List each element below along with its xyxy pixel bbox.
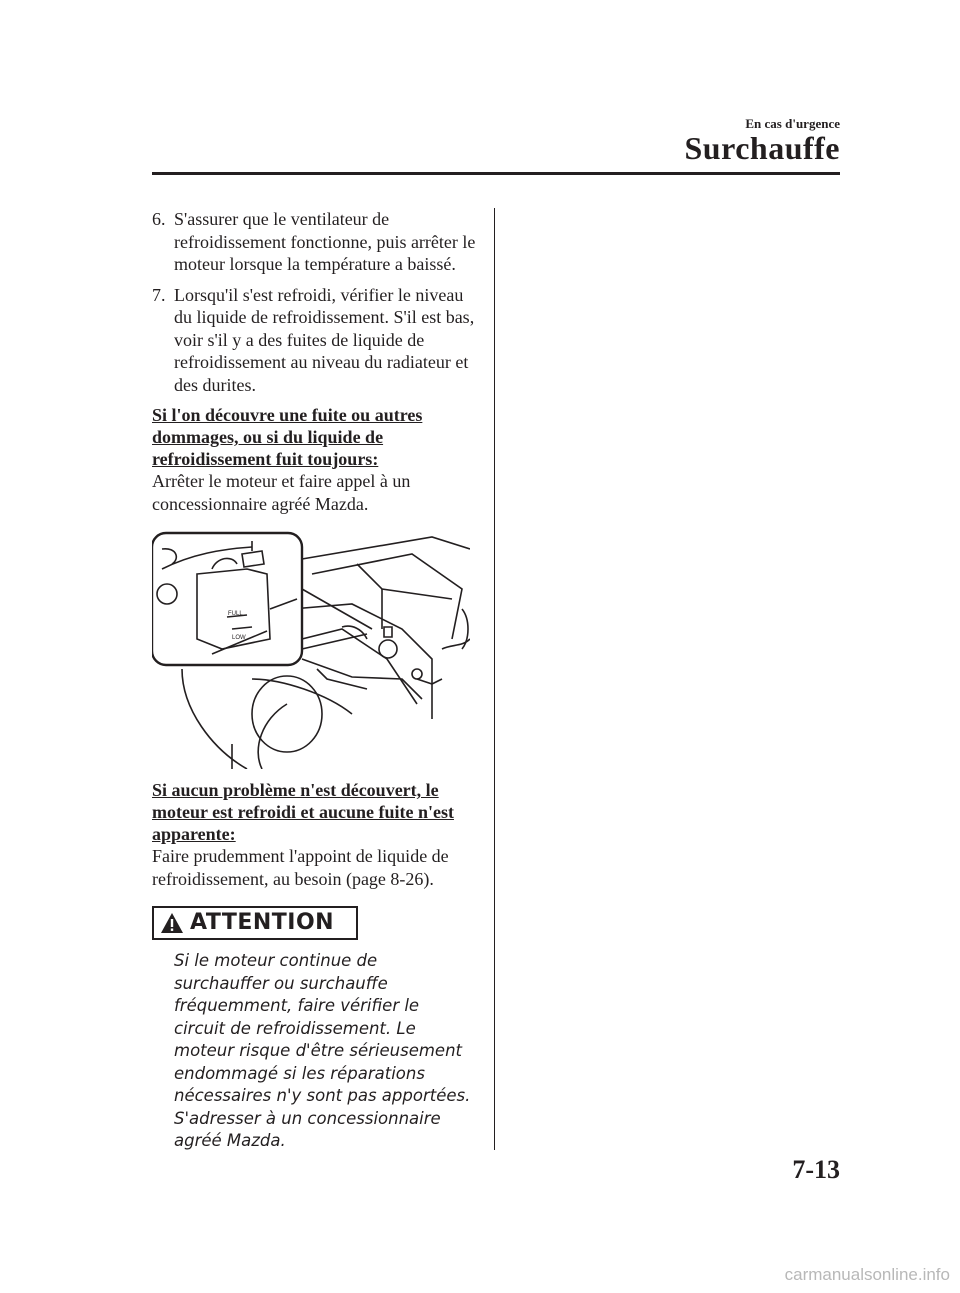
attention-box — [152, 906, 358, 940]
step-number: 7. — [152, 284, 166, 305]
no-problem-text: Faire prudemment l'appoint de liquide de refroidissement, au besoin (page 8-26). — [152, 846, 449, 889]
watermark: carmanualsonline.info — [784, 1265, 950, 1284]
attention-label: ATTENTION — [190, 909, 335, 935]
engine-coolant-figure — [152, 529, 470, 769]
no-problem-heading: Si aucun problème n'est découvert, le moteur est refroidi et aucune fuite n'est apparente: — [152, 780, 454, 844]
reservoir-full-label: FULL — [228, 611, 243, 617]
leak-case-text: Arrêter le moteur et faire appel à un concessionnaire agréé Mazda. — [152, 471, 411, 514]
step-7 — [152, 284, 476, 397]
page-title: Surchauffe — [684, 130, 840, 166]
step-6 — [152, 208, 476, 276]
attention-text: Si le moteur continue de surchauffer ou surchauffe fréquemment, faire vérifier le circuit de refroidissement. Le moteur risque d'être sérieusement endommagé si les réparations nécessaires n'y sont pas apportées. S'adresser à un concessionnaire agréé Mazda. — [174, 951, 471, 1150]
step-number: 6. — [152, 209, 166, 229]
reservoir-low-label: LOW — [232, 635, 246, 641]
leak-case-heading: Si l'on découvre une fuite ou autres dommages, ou si du liquide de refroidissement fuit toujours: — [152, 405, 423, 469]
step-text: Lorsqu'il s'est refroidi, vérifier le niveau du liquide de refroidissement. S'il est bas, voir s'il y a des fuites de liquide de refroidissement au niveau du radiateur et des durites. — [174, 284, 475, 395]
warning-triangle-icon — [160, 912, 184, 934]
header-section-label: En cas d'urgence — [745, 116, 840, 131]
left-column — [152, 208, 476, 1153]
page-number: 7-13 — [792, 1155, 840, 1184]
header-divider — [152, 172, 840, 175]
column-divider — [494, 208, 495, 1150]
step-text: S'assurer que le ventilateur de refroidissement fonctionne, puis arrêter le moteur lorsque la température a baissé. — [174, 209, 476, 274]
